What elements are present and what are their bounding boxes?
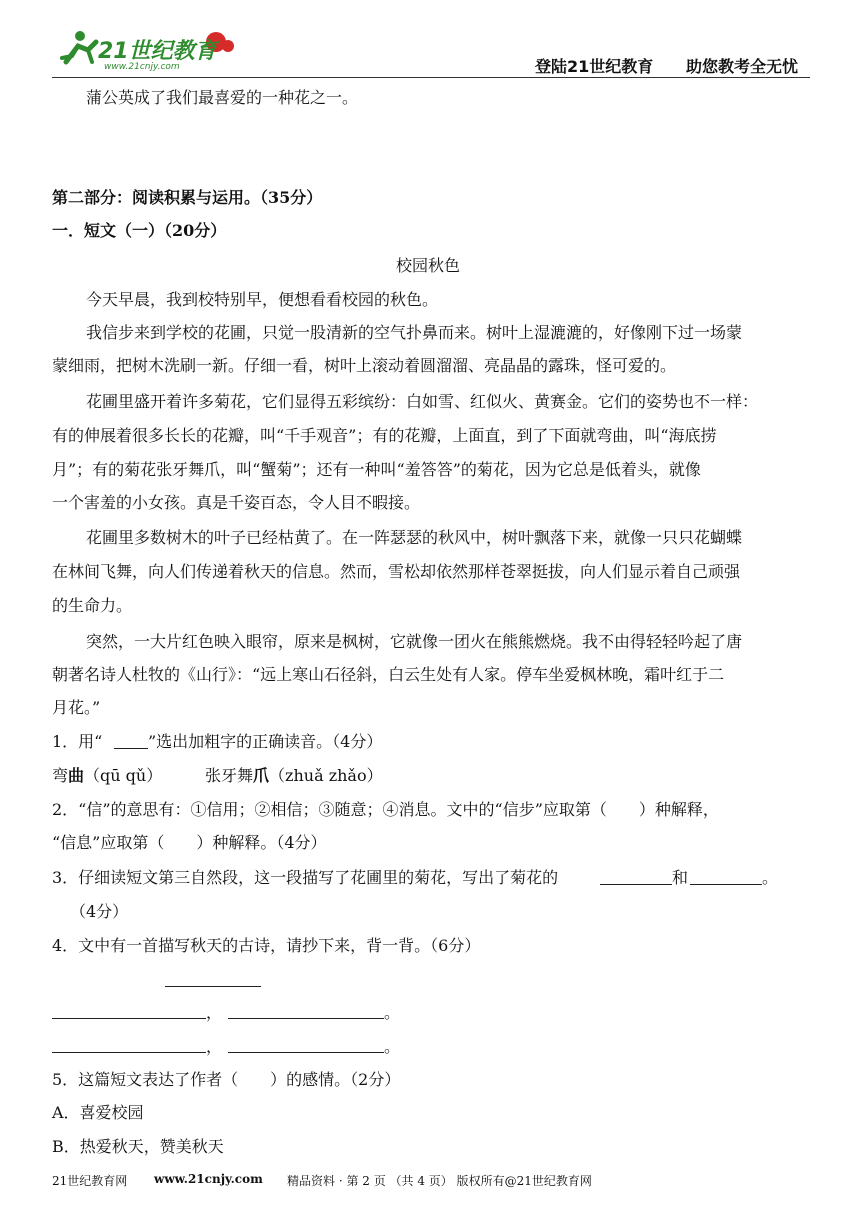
site-label[interactable]: 登陆21世纪教育 — [535, 57, 654, 76]
passage-paragraph-1: 今天早晨，我到校特别早，便想看看校园的秋色。 — [86, 290, 439, 309]
footer-site: 21世纪教育网 — [52, 1174, 128, 1188]
poem-comma: ， — [206, 1037, 223, 1056]
passage-paragraph-3-line: 有的伸展着很多长长的花瓣，叫“千手观音”；有的花瓣，上面直，到了下面就弯曲，叫“海底捞 — [52, 426, 717, 445]
bold-char: 曲 — [68, 766, 85, 785]
intro-tail: 蒲公英成了我们最喜爱的一种花之一。 — [86, 88, 359, 107]
logo-url: www.21cnjy.com — [104, 62, 180, 72]
poem-period: 。 — [384, 1037, 401, 1056]
footer-page-info: 精品资料 · 第 2 页 （共 4 页） 版权所有@21世纪教育网 — [287, 1174, 592, 1188]
passage-title: 校园秋色 — [396, 256, 461, 275]
question-3-period: 。 — [762, 868, 779, 887]
question-3-score: （4分） — [70, 902, 129, 921]
option-b[interactable]: B．热爱秋天，赞美秋天 — [52, 1137, 224, 1156]
poem-title-blank[interactable] — [165, 986, 261, 987]
poem-line-blank[interactable] — [228, 1018, 384, 1019]
question-1-text: ”选出加粗字的正确读音。（4分） — [148, 732, 383, 751]
word-1: 弯曲（qū qǔ） — [52, 766, 163, 785]
part-title: 一．短文（一）（20分） — [52, 221, 227, 240]
passage-paragraph-2-line: 我信步来到学校的花圃，只觉一股清新的空气扑鼻而来。树叶上湿漉漉的，好像刚下过一场蒙 — [86, 323, 743, 342]
passage-paragraph-5-line: 月花。” — [52, 698, 101, 717]
question-3-blank-1[interactable] — [600, 884, 672, 885]
passage-paragraph-3-line: 花圃里盛开着许多菊花，它们显得五彩缤纷：白如雪、红似火、黄赛金。它们的姿势也不一样： — [86, 392, 759, 411]
site-logo[interactable] — [58, 26, 238, 76]
question-4-text: 4．文中有一首描写秋天的古诗，请抄下来，背一背。（6分） — [52, 936, 481, 955]
poem-comma: ， — [206, 1003, 223, 1022]
question-1-blank — [114, 748, 148, 749]
passage-paragraph-3-line: 月”；有的菊花张牙舞爪，叫“蟹菊”；还有一种叫“羞答答”的菊花，因为它总是低着头，就像 — [52, 460, 701, 479]
question-1-prefix: 1．用“ — [52, 732, 103, 751]
question-2-line: 2．“信”的意思有：①信用；②相信；③随意；④消息。文中的“信步”应取第（ ）种解释， — [52, 800, 719, 819]
passage-paragraph-2-line: 蒙细雨，把树木洗刷一新。仔细一看，树叶上滚动着圆溜溜、亮晶晶的露珠，怪可爱的。 — [52, 356, 677, 375]
word-2: 张牙舞爪（zhuǎ zhǎo） — [205, 766, 383, 785]
header-slogan: 助您教考全无忧 — [686, 57, 799, 76]
poem-line-blank[interactable] — [52, 1052, 206, 1053]
logo-text: 21世纪教育 — [98, 39, 217, 64]
passage-paragraph-5-line: 突然，一大片红色映入眼帘，原来是枫树，它就像一团火在熊熊燃烧。我不由得轻轻吟起了唐 — [86, 632, 743, 651]
passage-paragraph-4-line: 花圃里多数树木的叶子已经枯黄了。在一阵瑟瑟的秋风中，树叶飘落下来，就像一只只花蝴蝶 — [86, 528, 743, 547]
question-5-text: 5．这篇短文表达了作者（ ）的感情。（2分） — [52, 1070, 401, 1089]
question-3-blank-2[interactable] — [690, 884, 762, 885]
passage-paragraph-5-line: 朝著名诗人杜牧的《山行》：“远上寒山石径斜，白云生处有人家。停车坐爱枫林晚，霜叶红于二 — [52, 665, 725, 684]
footer-url[interactable]: www.21cnjy.com — [154, 1172, 263, 1186]
poem-line-blank[interactable] — [52, 1018, 206, 1019]
section-title: 第二部分：阅读积累与运用。（35分） — [52, 188, 323, 207]
passage-paragraph-4-line: 的生命力。 — [52, 596, 133, 615]
passage-paragraph-3-line: 一个害羞的小女孩。真是千姿百态，令人目不暇接。 — [52, 493, 421, 512]
bold-char: 爪 — [253, 766, 270, 785]
question-3-text: 3．仔细读短文第三自然段，这一段描写了花圃里的菊花，写出了菊花的 — [52, 868, 559, 887]
poem-line-blank[interactable] — [228, 1052, 384, 1053]
passage-paragraph-4-line: 在林间飞舞，向人们传递着秋天的信息。然而，雪松却依然那样苍翠挺拔，向人们显示着自己顽强 — [52, 562, 741, 581]
question-3-and: 和 — [672, 868, 689, 887]
poem-period: 。 — [384, 1003, 401, 1022]
question-2-line: “信息”应取第（ ）种解释。（4分） — [52, 833, 327, 852]
option-a[interactable]: A．喜爱校园 — [52, 1103, 144, 1122]
header-divider — [52, 77, 810, 78]
